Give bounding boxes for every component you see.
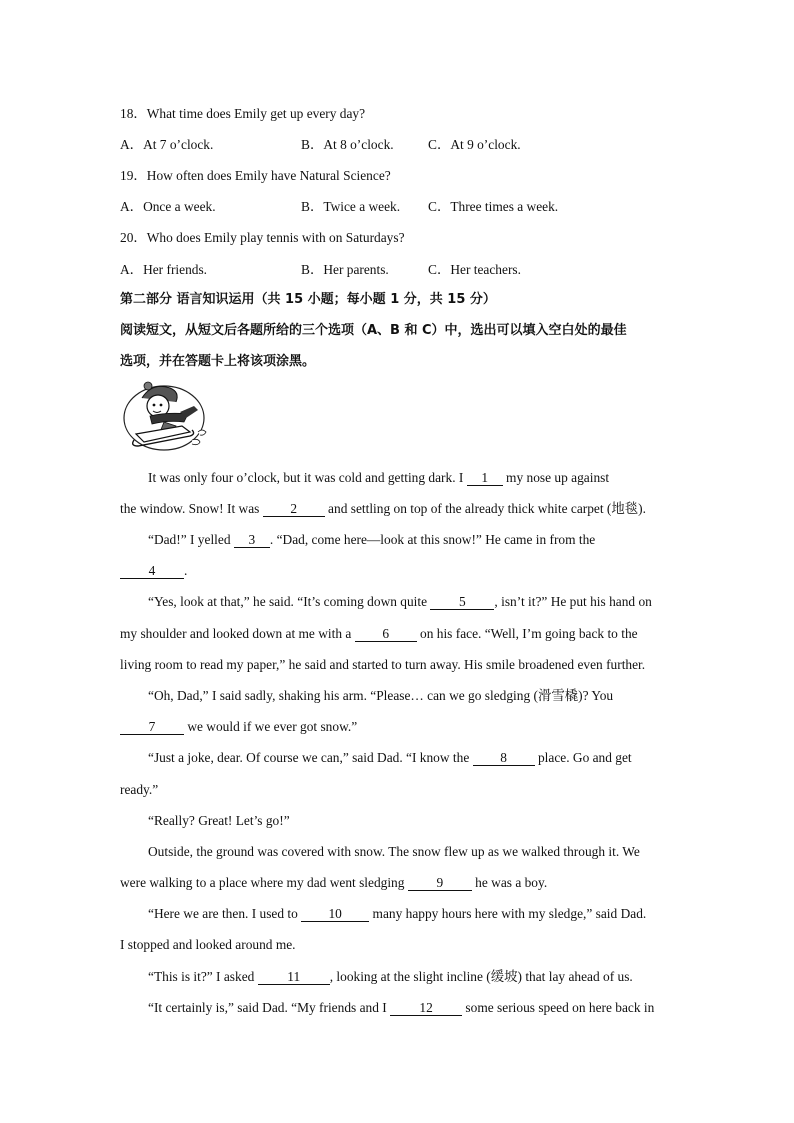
passage-line-2: the window. Snow! It was 2 and settling on top of the already thick white carpet (地毯).	[120, 501, 646, 516]
blank-10: 10	[301, 907, 369, 922]
section-title: 第二部分 语言知识运用（共 15 小题；每小题 1 分，共 15 分）	[120, 292, 496, 307]
blank-8: 8	[473, 751, 535, 766]
question-20-option-a: A．Her friends.	[120, 262, 208, 277]
question-19-option-b: B．Twice a week.	[301, 199, 401, 214]
question-20-option-c: C．Her teachers.	[428, 262, 521, 277]
question-18-option-b: B．At 8 o’clock.	[301, 137, 394, 152]
blank-1: 1	[467, 471, 503, 486]
sledging-child-illustration	[120, 378, 212, 458]
passage-line-13: Outside, the ground was covered with snow. The snow flew up as we walked through it. We	[148, 844, 640, 859]
blank-5: 5	[430, 595, 494, 610]
question-20-stem: 20．Who does Emily play tennis with on Saturdays?	[120, 230, 405, 245]
question-19-stem: 19．How often does Emily have Natural Science?	[120, 168, 391, 183]
passage-line-18: “It certainly is,” said Dad. “My friends and I 12 some serious speed on here back in	[148, 1000, 655, 1015]
passage-line-11: ready.”	[120, 782, 159, 797]
blank-2: 2	[263, 502, 325, 517]
question-18-stem: 18．What time does Emily get up every day?	[120, 106, 366, 121]
section-instruction-line2: 选项，并在答题卡上将该项涂黑。	[120, 354, 316, 369]
passage-line-4: 4 .	[120, 563, 187, 579]
passage-line-6: my shoulder and looked down at me with a 6 on his face. “Well, I’m going back to the	[120, 626, 638, 641]
blank-12: 12	[390, 1001, 462, 1016]
passage-line-14: were walking to a place where my dad went sledging 9 he was a boy.	[120, 875, 548, 890]
blank-3: 3	[234, 533, 270, 548]
question-19-option-a: A．Once a week.	[120, 199, 216, 214]
passage-line-12: “Really? Great! Let’s go!”	[148, 813, 290, 828]
passage-line-17: “This is it?” I asked 11 , looking at the slight incline (缓坡) that lay ahead of us.	[148, 969, 633, 984]
passage-line-16: I stopped and looked around me.	[120, 937, 296, 952]
passage-line-3: “Dad!” I yelled 3 . “Dad, come here—look at this snow!” He came in from the	[148, 532, 596, 547]
passage-line-8: “Oh, Dad,” I said sadly, shaking his arm. “Please… can we go sledging (滑雪橇)? You	[148, 688, 614, 703]
blank-4: 4	[120, 564, 184, 579]
passage-line-1: It was only four o’clock, but it was cold and getting dark. I 1 my nose up against	[148, 470, 610, 485]
passage-line-15: “Here we are then. I used to 10 many happy hours here with my sledge,” said Dad.	[148, 906, 647, 921]
question-18-option-a: A．At 7 o’clock.	[120, 137, 214, 152]
blank-11: 11	[258, 970, 330, 985]
question-19-option-c: C．Three times a week.	[428, 199, 559, 214]
blank-7: 7	[120, 720, 184, 735]
passage-line-5: “Yes, look at that,” he said. “It’s coming down quite 5 , isn’t it?” He put his hand on	[148, 594, 652, 609]
question-20-option-b: B．Her parents.	[301, 262, 389, 277]
passage-line-10: “Just a joke, dear. Of course we can,” said Dad. “I know the 8 place. Go and get	[148, 750, 632, 765]
blank-9: 9	[408, 876, 472, 891]
passage-line-9: 7 we would if we ever got snow.”	[120, 719, 357, 735]
section-instruction-line1: 阅读短文，从短文后各题所给的三个选项（A、B 和 C）中，选出可以填入空白处的最佳	[120, 323, 627, 338]
question-18-option-c: C．At 9 o’clock.	[428, 137, 521, 152]
blank-6: 6	[355, 627, 417, 642]
passage-line-7: living room to read my paper,” he said and started to turn away. His smile broadened even further.	[120, 657, 646, 672]
